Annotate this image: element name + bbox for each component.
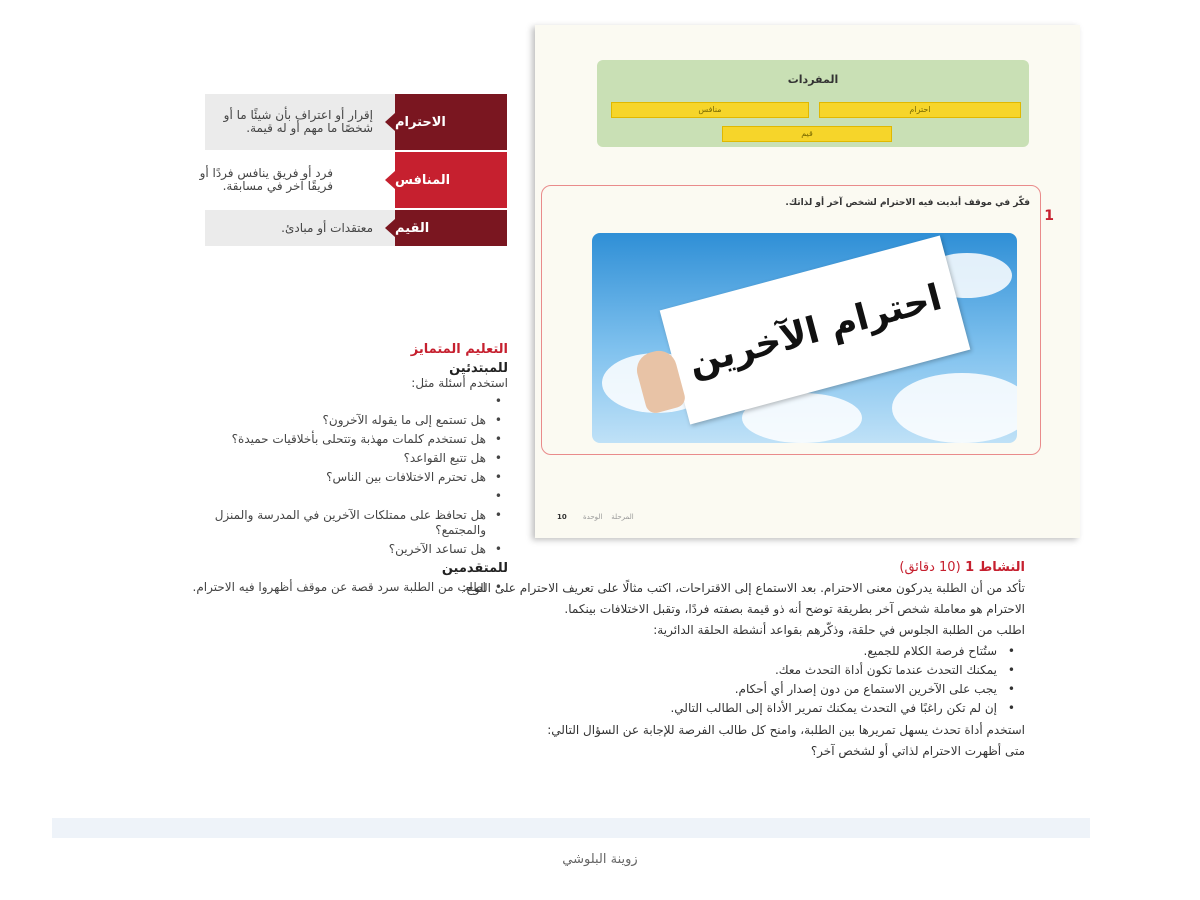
- list-item: • هل تستخدم كلمات مهذبة وتتحلى بأخلاقيات حميدة؟: [170, 432, 508, 447]
- activity-paragraph: تأكد من أن الطلبة يدركون معنى الاحترام. بعد الاستماع إلى الاقتراحات، اكتب مثالًا على تعريف الاحترام على اللوح:: [462, 581, 1025, 595]
- vocab-row-respect: [205, 94, 507, 150]
- list-item: • يجب على الآخرين الاستماع من دون إصدار أي أحكام.: [435, 681, 1025, 697]
- respect-photo: [592, 233, 1017, 443]
- list-item: • هل تحافظ على ممتلكات الآخرين في المدرسة والمنزل والمجتمع؟: [170, 508, 508, 538]
- vocab-definition: معتقدات أو مبادئ.: [205, 210, 395, 246]
- activity-frame: [541, 185, 1054, 455]
- list-item: • اطلب من الطلبة سرد قصة عن موقف أظهروا فيه الاحترام.: [170, 580, 508, 595]
- bottom-band: [52, 818, 1090, 838]
- page-footer: [557, 513, 634, 521]
- vocab-definition: إقرار أو اعتراف بأن شيئًا ما أو شخصًا ما مهم أو له قيمة.: [205, 94, 395, 150]
- beginners-intro: استخدم أسئلة مثل:: [411, 376, 508, 390]
- vocabulary-box-title: المفردات: [787, 73, 839, 86]
- beginners-list: [170, 394, 508, 557]
- footer-label: الوحدة: [582, 513, 603, 521]
- vocab-row-values: [205, 210, 507, 246]
- activity-paragraph: اطلب من الطلبة الجلوس في حلقة، وذكّرهم بقواعد أنشطة الحلقة الدائرية:: [653, 623, 1025, 637]
- page-number: 10: [557, 513, 567, 521]
- activity-paragraph: استخدم أداة تحدث يسهل تمريرها بين الطلبة، وامنح كل طالب الفرصة للإجابة عن السؤال التالي:: [547, 723, 1025, 737]
- list-item: • يمكنك التحدث عندما تكون أداة التحدث معك.: [435, 662, 1025, 678]
- activity-paragraph: متى أظهرت الاحترام لذاتي أو لشخص آخر؟: [810, 744, 1025, 758]
- question-number: 1: [1044, 208, 1054, 224]
- vocabulary-box: [597, 60, 1029, 147]
- vocab-chip: احترام: [819, 102, 1021, 118]
- list-item: • إن لم تكن راغبًا في التحدث يمكنك تمرير الأداة إلى الطالب التالي.: [435, 700, 1025, 716]
- activity-section: [435, 560, 1025, 764]
- question-text: فكّر في موقف أبديت فيه الاحترام لشخص آخر أو لذاتك.: [785, 198, 1030, 208]
- respect-sign: احترام الآخرين: [660, 235, 971, 424]
- vocab-term: القيم: [395, 210, 507, 246]
- vocab-chip: منافس: [611, 102, 809, 118]
- vocab-term: المنافس: [395, 152, 507, 208]
- activity-title: النشاط 1: [965, 560, 1025, 575]
- list-item: • هل تستمع إلى ما يقوله الآخرون؟: [170, 413, 508, 428]
- vocab-term: الاحترام: [395, 94, 507, 150]
- vocab-row-competitor: [199, 152, 507, 208]
- vocab-chip: قيم: [722, 126, 892, 142]
- vocabulary-table: [199, 94, 507, 248]
- textbook-page-image: [535, 25, 1080, 538]
- circle-rules-list: [435, 643, 1025, 716]
- list-item: • هل تحترم الاختلافات بين الناس؟: [170, 470, 508, 485]
- activity-heading: [435, 560, 1025, 576]
- list-item: • هل تساعد الآخرين؟: [170, 542, 508, 557]
- section-heading: التعليم المتمايز: [410, 342, 508, 357]
- vocab-definition: فرد أو فريق ينافس فردًا أو فريقًا آخر في مسابقة.: [199, 166, 333, 193]
- footer-label: المرحلة: [611, 513, 634, 521]
- author-caption: زوينة البلوشي: [562, 852, 638, 867]
- list-item: [170, 394, 508, 409]
- list-item: [170, 489, 508, 504]
- activity-duration: (10 دقائق): [899, 560, 961, 575]
- beginners-title: للمبتدئين: [449, 361, 508, 376]
- list-item: • هل تتبع القواعد؟: [170, 451, 508, 466]
- list-item: • ستُتاح فرصة الكلام للجميع.: [435, 643, 1025, 659]
- advanced-title: للمتقدمين: [441, 561, 508, 576]
- activity-paragraph: الاحترام هو معاملة شخص آخر بطريقة توضح أنه ذو قيمة بصفته فردًا، وتقبل الاختلافات بينكما.: [564, 602, 1025, 616]
